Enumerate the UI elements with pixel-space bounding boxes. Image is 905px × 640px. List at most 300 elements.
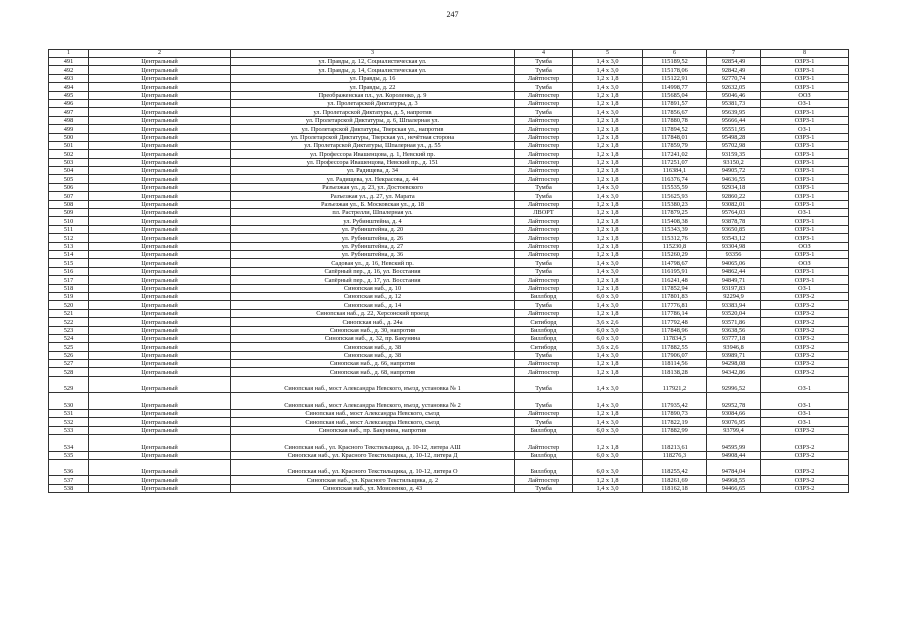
table-row <box>49 318 849 326</box>
construction-type-cell: Лайтпостер <box>515 368 573 376</box>
address-cell: ул. Пролетарской Диктатуры, д. 6, Шпалерная ул. <box>231 116 515 124</box>
coord-x-cell: 117792,48 <box>643 318 707 326</box>
construction-type-cell: Лайтпостер <box>515 99 573 107</box>
address-cell: ул. Пролетарской Диктатуры, д. 5, напротив <box>231 108 515 116</box>
district-cell: Центральный <box>89 435 231 452</box>
coord-x-cell: 117882,55 <box>643 343 707 351</box>
size-cell: 3,6 x 2,6 <box>573 343 643 351</box>
size-cell: 1,2 x 1,8 <box>573 175 643 183</box>
coord-x-cell: 117894,52 <box>643 125 707 133</box>
construction-type-cell: ЛВОРТ <box>515 209 573 217</box>
coord-y-cell: 92996,52 <box>707 376 761 393</box>
row-number-cell: 534 <box>49 435 89 452</box>
construction-type-cell: Лайтпостер <box>515 158 573 166</box>
column-header: 8 <box>761 50 849 58</box>
coord-x-cell: 118213,61 <box>643 435 707 452</box>
coord-x-cell: 118276,3 <box>643 451 707 459</box>
table-row <box>49 259 849 267</box>
coord-y-cell: 93084,66 <box>707 409 761 417</box>
row-number-cell: 495 <box>49 91 89 99</box>
address-cell: ул. Рубинштейна, д. 26 <box>231 234 515 242</box>
coord-y-cell: 94595,99 <box>707 435 761 452</box>
construction-type-cell: Лайтпостер <box>515 116 573 124</box>
coord-x-cell: 117935,42 <box>643 393 707 410</box>
coord-y-cell: 93304,98 <box>707 242 761 250</box>
size-cell: 1,4 x 3,0 <box>573 484 643 492</box>
construction-type-cell: Биллборд <box>515 426 573 434</box>
coord-y-cell: 95702,98 <box>707 141 761 149</box>
address-cell: Синопская наб., мост Александра Невского, въезд, установка № 1 <box>231 376 515 393</box>
district-cell: Центральный <box>89 376 231 393</box>
address-cell: Синопская наб., мост Александра Невского, съезд <box>231 409 515 417</box>
address-cell: Разъезжая ул., д. 23, ул. Достоевского <box>231 183 515 191</box>
district-cell: Центральный <box>89 459 231 476</box>
table-row <box>49 192 849 200</box>
coord-y-cell: 94908,44 <box>707 451 761 459</box>
size-cell: 1,2 x 1,8 <box>573 133 643 141</box>
coord-x-cell: 115178,06 <box>643 66 707 74</box>
construction-type-cell: Лайтпостер <box>515 360 573 368</box>
zone-cell: ОЗ-1 <box>761 125 849 133</box>
address-cell: пл. Растрелли, Шпалерная ул. <box>231 209 515 217</box>
table-row <box>49 225 849 233</box>
size-cell: 1,2 x 1,8 <box>573 284 643 292</box>
coord-y-cell: 92854,49 <box>707 58 761 66</box>
construction-type-cell: Тумба <box>515 393 573 410</box>
zone-cell: ОЗРЗ-1 <box>761 116 849 124</box>
construction-type-cell: Лайтпостер <box>515 133 573 141</box>
district-cell: Центральный <box>89 158 231 166</box>
address-cell: ул. Пролетарской Диктатуры, Шпалерная ул., д. 55 <box>231 141 515 149</box>
table-row <box>49 476 849 484</box>
zone-cell: ООЗ <box>761 259 849 267</box>
construction-type-cell: Тумба <box>515 183 573 191</box>
coord-y-cell: 94065,06 <box>707 259 761 267</box>
row-number-cell: 533 <box>49 426 89 434</box>
coord-x-cell: 115230,8 <box>643 242 707 250</box>
coord-x-cell: 115312,76 <box>643 234 707 242</box>
table-row <box>49 326 849 334</box>
district-cell: Центральный <box>89 476 231 484</box>
header-row <box>49 50 849 58</box>
zone-cell: ОЗ-1 <box>761 284 849 292</box>
address-cell: ул. Правды, д. 16 <box>231 74 515 82</box>
district-cell: Центральный <box>89 58 231 66</box>
table-row <box>49 150 849 158</box>
coord-x-cell: 115343,39 <box>643 225 707 233</box>
row-number-cell: 528 <box>49 368 89 376</box>
coord-x-cell: 117879,25 <box>643 209 707 217</box>
row-number-cell: 491 <box>49 58 89 66</box>
row-number-cell: 521 <box>49 309 89 317</box>
construction-type-cell: Тумба <box>515 267 573 275</box>
district-cell: Центральный <box>89 234 231 242</box>
table-row <box>49 125 849 133</box>
zone-cell: ОЗРЗ-1 <box>761 183 849 191</box>
table-row <box>49 292 849 300</box>
district-cell: Центральный <box>89 292 231 300</box>
coord-y-cell: 95046,46 <box>707 91 761 99</box>
row-number-cell: 510 <box>49 217 89 225</box>
address-cell: ул. Правды, д. 22 <box>231 83 515 91</box>
zone-cell: ООЗ <box>761 242 849 250</box>
row-number-cell: 508 <box>49 200 89 208</box>
zone-cell: ОЗРЗ-2 <box>761 368 849 376</box>
column-header: 2 <box>89 50 231 58</box>
row-number-cell: 512 <box>49 234 89 242</box>
coord-x-cell: 116241,48 <box>643 276 707 284</box>
table-row <box>49 284 849 292</box>
coord-y-cell: 94862,44 <box>707 267 761 275</box>
district-cell: Центральный <box>89 209 231 217</box>
table-row <box>49 459 849 476</box>
zone-cell: ОЗРЗ-2 <box>761 309 849 317</box>
district-cell: Центральный <box>89 167 231 175</box>
column-header: 1 <box>49 50 89 58</box>
coord-x-cell: 117848,01 <box>643 133 707 141</box>
address-cell: ул. Рубинштейна, д. 36 <box>231 250 515 258</box>
zone-cell: ОЗРЗ-2 <box>761 301 849 309</box>
coord-x-cell: 115260,29 <box>643 250 707 258</box>
coord-y-cell: 95551,95 <box>707 125 761 133</box>
construction-type-cell: Лайтпостер <box>515 167 573 175</box>
zone-cell: ОЗРЗ-1 <box>761 83 849 91</box>
district-cell: Центральный <box>89 368 231 376</box>
size-cell: 1,2 x 1,8 <box>573 368 643 376</box>
table-row <box>49 426 849 434</box>
row-number-cell: 504 <box>49 167 89 175</box>
district-cell: Центральный <box>89 91 231 99</box>
size-cell: 1,2 x 1,8 <box>573 309 643 317</box>
district-cell: Центральный <box>89 284 231 292</box>
address-cell: ул. Правды, д. 14, Социалистическая ул. <box>231 66 515 74</box>
construction-type-cell: Лайтпостер <box>515 476 573 484</box>
row-number-cell: 498 <box>49 116 89 124</box>
coord-x-cell: 118162,18 <box>643 484 707 492</box>
construction-type-cell: Тумба <box>515 418 573 426</box>
address-cell: ул. Радищева, ул. Некрасова, д. 44 <box>231 175 515 183</box>
address-cell: Синопская наб., д. 38 <box>231 351 515 359</box>
page-number: 247 <box>446 10 459 19</box>
coord-x-cell: 115685,04 <box>643 91 707 99</box>
coord-y-cell: 95666,44 <box>707 116 761 124</box>
coord-x-cell: 115408,38 <box>643 217 707 225</box>
construction-type-cell: Тумба <box>515 192 573 200</box>
row-number-cell: 532 <box>49 418 89 426</box>
coord-y-cell: 93150,2 <box>707 158 761 166</box>
coord-y-cell: 93082,01 <box>707 200 761 208</box>
size-cell: 1,2 x 1,8 <box>573 116 643 124</box>
zone-cell: ОЗРЗ-1 <box>761 133 849 141</box>
district-cell: Центральный <box>89 125 231 133</box>
district-cell: Центральный <box>89 66 231 74</box>
coord-x-cell: 117921,2 <box>643 376 707 393</box>
district-cell: Центральный <box>89 418 231 426</box>
address-cell: Синопская наб., д. 22, Херсонский проезд <box>231 309 515 317</box>
table-row <box>49 133 849 141</box>
table-row <box>49 116 849 124</box>
construction-type-cell: Лайтпостер <box>515 309 573 317</box>
table-row <box>49 141 849 149</box>
zone-cell: ОЗ-1 <box>761 409 849 417</box>
construction-type-cell: Лайтпостер <box>515 217 573 225</box>
size-cell: 1,2 x 1,8 <box>573 125 643 133</box>
zone-cell: ОЗРЗ-1 <box>761 267 849 275</box>
table-row <box>49 108 849 116</box>
address-cell: Синопская наб., д. 12 <box>231 292 515 300</box>
column-header: 3 <box>231 50 515 58</box>
district-cell: Центральный <box>89 393 231 410</box>
size-cell: 1,2 x 1,8 <box>573 217 643 225</box>
zone-cell: ОЗРЗ-1 <box>761 276 849 284</box>
row-number-cell: 538 <box>49 484 89 492</box>
zone-cell: ОЗ-1 <box>761 209 849 217</box>
row-number-cell: 511 <box>49 225 89 233</box>
address-cell: ул. Пролетарской Диктатуры, д. 3 <box>231 99 515 107</box>
construction-type-cell: Биллборд <box>515 459 573 476</box>
zone-cell: ОЗРЗ-1 <box>761 250 849 258</box>
table-row <box>49 451 849 459</box>
construction-type-cell: Лайтпостер <box>515 74 573 82</box>
coord-y-cell: 93543,12 <box>707 234 761 242</box>
coord-y-cell: 93159,35 <box>707 150 761 158</box>
coord-x-cell: 117801,83 <box>643 292 707 300</box>
row-number-cell: 537 <box>49 476 89 484</box>
zone-cell: ОЗРЗ-2 <box>761 292 849 300</box>
address-cell: ул. Пролетарской Диктатуры, Тверская ул., напротив <box>231 125 515 133</box>
coord-x-cell: 117891,57 <box>643 99 707 107</box>
construction-type-cell: Ситиборд <box>515 343 573 351</box>
row-number-cell: 531 <box>49 409 89 417</box>
row-number-cell: 496 <box>49 99 89 107</box>
coord-x-cell: 115535,59 <box>643 183 707 191</box>
district-cell: Центральный <box>89 326 231 334</box>
district-cell: Центральный <box>89 99 231 107</box>
coord-y-cell: 95381,73 <box>707 99 761 107</box>
address-cell: Разъезжая ул., д. 27, ул. Марата <box>231 192 515 200</box>
coord-y-cell: 95764,03 <box>707 209 761 217</box>
row-number-cell: 518 <box>49 284 89 292</box>
address-cell: Синопская наб., ул. Красного Текстильщика, д. 10-12, литера АШ <box>231 435 515 452</box>
construction-type-cell: Биллборд <box>515 292 573 300</box>
size-cell: 1,4 x 3,0 <box>573 393 643 410</box>
table-row <box>49 276 849 284</box>
coord-y-cell: 93638,56 <box>707 326 761 334</box>
construction-type-cell: Биллборд <box>515 451 573 459</box>
size-cell: 1,4 x 3,0 <box>573 108 643 116</box>
table-row <box>49 74 849 82</box>
row-number-cell: 524 <box>49 334 89 342</box>
row-number-cell: 519 <box>49 292 89 300</box>
address-cell: Синопская наб., д. 30, напротив <box>231 326 515 334</box>
construction-type-cell: Тумба <box>515 351 573 359</box>
coord-x-cell: 115380,23 <box>643 200 707 208</box>
district-cell: Центральный <box>89 217 231 225</box>
zone-cell: ОЗРЗ-1 <box>761 58 849 66</box>
address-cell: ул. Пролетарской Диктатуры, Тверская ул., нечётная сторона <box>231 133 515 141</box>
row-number-cell: 493 <box>49 74 89 82</box>
table-row <box>49 360 849 368</box>
size-cell: 1,4 x 3,0 <box>573 376 643 393</box>
coord-y-cell: 92934,18 <box>707 183 761 191</box>
table-row <box>49 58 849 66</box>
district-cell: Центральный <box>89 426 231 434</box>
coord-x-cell: 118261,69 <box>643 476 707 484</box>
table-row <box>49 167 849 175</box>
coord-x-cell: 117776,81 <box>643 301 707 309</box>
size-cell: 1,2 x 1,8 <box>573 276 643 284</box>
construction-type-cell: Лайтпостер <box>515 150 573 158</box>
coord-x-cell: 115625,93 <box>643 192 707 200</box>
row-number-cell: 515 <box>49 259 89 267</box>
address-cell: Синопская наб., д. 24а <box>231 318 515 326</box>
coord-y-cell: 93197,83 <box>707 284 761 292</box>
row-number-cell: 503 <box>49 158 89 166</box>
row-number-cell: 502 <box>49 150 89 158</box>
row-number-cell: 536 <box>49 459 89 476</box>
coord-x-cell: 117859,79 <box>643 141 707 149</box>
construction-type-cell: Лайтпостер <box>515 225 573 233</box>
district-cell: Центральный <box>89 192 231 200</box>
coord-x-cell: 117890,73 <box>643 409 707 417</box>
address-cell: Садовая ул., д. 16, Невский пр. <box>231 259 515 267</box>
size-cell: 1,4 x 3,0 <box>573 192 643 200</box>
size-cell: 1,4 x 3,0 <box>573 267 643 275</box>
district-cell: Центральный <box>89 83 231 91</box>
table-row <box>49 435 849 452</box>
construction-type-cell: Лайтпостер <box>515 250 573 258</box>
column-header: 4 <box>515 50 573 58</box>
size-cell: 1,2 x 1,8 <box>573 360 643 368</box>
coord-x-cell: 117241,02 <box>643 150 707 158</box>
address-cell: Синопская наб., ул. Красного Текстильщика, д. 2 <box>231 476 515 484</box>
coord-y-cell: 92860,22 <box>707 192 761 200</box>
address-cell: Синопская наб., д. 14 <box>231 301 515 309</box>
address-cell: Синопская наб., д. 32, пр. Бакунина <box>231 334 515 342</box>
zone-cell: ОЗРЗ-1 <box>761 217 849 225</box>
size-cell: 1,2 x 1,8 <box>573 200 643 208</box>
district-cell: Центральный <box>89 343 231 351</box>
coord-y-cell: 93383,94 <box>707 301 761 309</box>
coord-x-cell: 117880,78 <box>643 116 707 124</box>
district-cell: Центральный <box>89 108 231 116</box>
coord-x-cell: 117852,94 <box>643 284 707 292</box>
construction-type-cell: Лайтпостер <box>515 125 573 133</box>
row-number-cell: 505 <box>49 175 89 183</box>
district-cell: Центральный <box>89 141 231 149</box>
row-number-cell: 530 <box>49 393 89 410</box>
coord-x-cell: 117822,19 <box>643 418 707 426</box>
coord-x-cell: 118138,28 <box>643 368 707 376</box>
construction-type-cell: Биллборд <box>515 334 573 342</box>
district-cell: Центральный <box>89 334 231 342</box>
zone-cell: ОЗРЗ-1 <box>761 150 849 158</box>
construction-type-cell: Тумба <box>515 484 573 492</box>
row-number-cell: 529 <box>49 376 89 393</box>
address-cell: ул. Рубинштейна, д. 27 <box>231 242 515 250</box>
size-cell: 1,4 x 3,0 <box>573 259 643 267</box>
construction-type-cell: Лайтпостер <box>515 91 573 99</box>
construction-type-cell: Лайтпостер <box>515 175 573 183</box>
zone-cell: ОЗРЗ-1 <box>761 158 849 166</box>
coord-y-cell: 94298,08 <box>707 360 761 368</box>
row-number-cell: 522 <box>49 318 89 326</box>
size-cell: 6,0 x 3,0 <box>573 334 643 342</box>
row-number-cell: 506 <box>49 183 89 191</box>
size-cell: 1,2 x 1,8 <box>573 242 643 250</box>
zone-cell: ОЗРЗ-2 <box>761 360 849 368</box>
zone-cell: ОЗРЗ-2 <box>761 451 849 459</box>
coord-y-cell: 94636,55 <box>707 175 761 183</box>
table-row <box>49 393 849 410</box>
size-cell: 1,4 x 3,0 <box>573 58 643 66</box>
coord-y-cell: 93520,04 <box>707 309 761 317</box>
zone-cell: ОЗРЗ-2 <box>761 334 849 342</box>
row-number-cell: 523 <box>49 326 89 334</box>
table-row <box>49 83 849 91</box>
zone-cell: ОЗ-1 <box>761 376 849 393</box>
coord-y-cell: 93799,4 <box>707 426 761 434</box>
size-cell: 3,6 x 2,6 <box>573 318 643 326</box>
table-row <box>49 175 849 183</box>
row-number-cell: 507 <box>49 192 89 200</box>
coord-y-cell: 93777,18 <box>707 334 761 342</box>
size-cell: 1,4 x 3,0 <box>573 418 643 426</box>
construction-type-cell: Лайтпостер <box>515 409 573 417</box>
table-row <box>49 183 849 191</box>
table-row <box>49 309 849 317</box>
zone-cell: ОЗРЗ-2 <box>761 326 849 334</box>
address-cell: Синопская наб., д. 10 <box>231 284 515 292</box>
district-cell: Центральный <box>89 133 231 141</box>
district-cell: Центральный <box>89 150 231 158</box>
address-cell: Синопская наб., мост Александра Невского, въезд, установка № 2 <box>231 393 515 410</box>
construction-type-cell: Тумба <box>515 58 573 66</box>
coord-x-cell: 117848,96 <box>643 326 707 334</box>
table-row <box>49 242 849 250</box>
coord-y-cell: 93571,86 <box>707 318 761 326</box>
column-header: 6 <box>643 50 707 58</box>
row-number-cell: 501 <box>49 141 89 149</box>
address-cell: Синопская наб., д. 66, напротив <box>231 360 515 368</box>
zone-cell: ОЗРЗ-2 <box>761 343 849 351</box>
address-cell: Синопская наб., мост Александра Невского, съезд <box>231 418 515 426</box>
district-cell: Центральный <box>89 175 231 183</box>
table-row <box>49 484 849 492</box>
coord-y-cell: 94466,65 <box>707 484 761 492</box>
coord-y-cell: 92632,05 <box>707 83 761 91</box>
zone-cell: ОЗ-1 <box>761 393 849 410</box>
address-cell: ул. Радищева, д. 34 <box>231 167 515 175</box>
address-cell: ул. Профессора Ивашенцова, д. 1, Невский пр. <box>231 150 515 158</box>
zone-cell: ОЗРЗ-2 <box>761 426 849 434</box>
size-cell: 1,2 x 1,8 <box>573 91 643 99</box>
size-cell: 1,2 x 1,8 <box>573 158 643 166</box>
address-cell: ул. Профессора Ивашенцова, Невский пр., д. 151 <box>231 158 515 166</box>
size-cell: 1,2 x 1,8 <box>573 435 643 452</box>
size-cell: 1,2 x 1,8 <box>573 476 643 484</box>
row-number-cell: 509 <box>49 209 89 217</box>
size-cell: 1,2 x 1,8 <box>573 225 643 233</box>
zone-cell: ОЗ-1 <box>761 418 849 426</box>
size-cell: 6,0 x 3,0 <box>573 426 643 434</box>
size-cell: 1,4 x 3,0 <box>573 183 643 191</box>
coord-y-cell: 92770,74 <box>707 74 761 82</box>
size-cell: 6,0 x 3,0 <box>573 292 643 300</box>
table-row <box>49 234 849 242</box>
coord-x-cell: 114798,67 <box>643 259 707 267</box>
row-number-cell: 494 <box>49 83 89 91</box>
